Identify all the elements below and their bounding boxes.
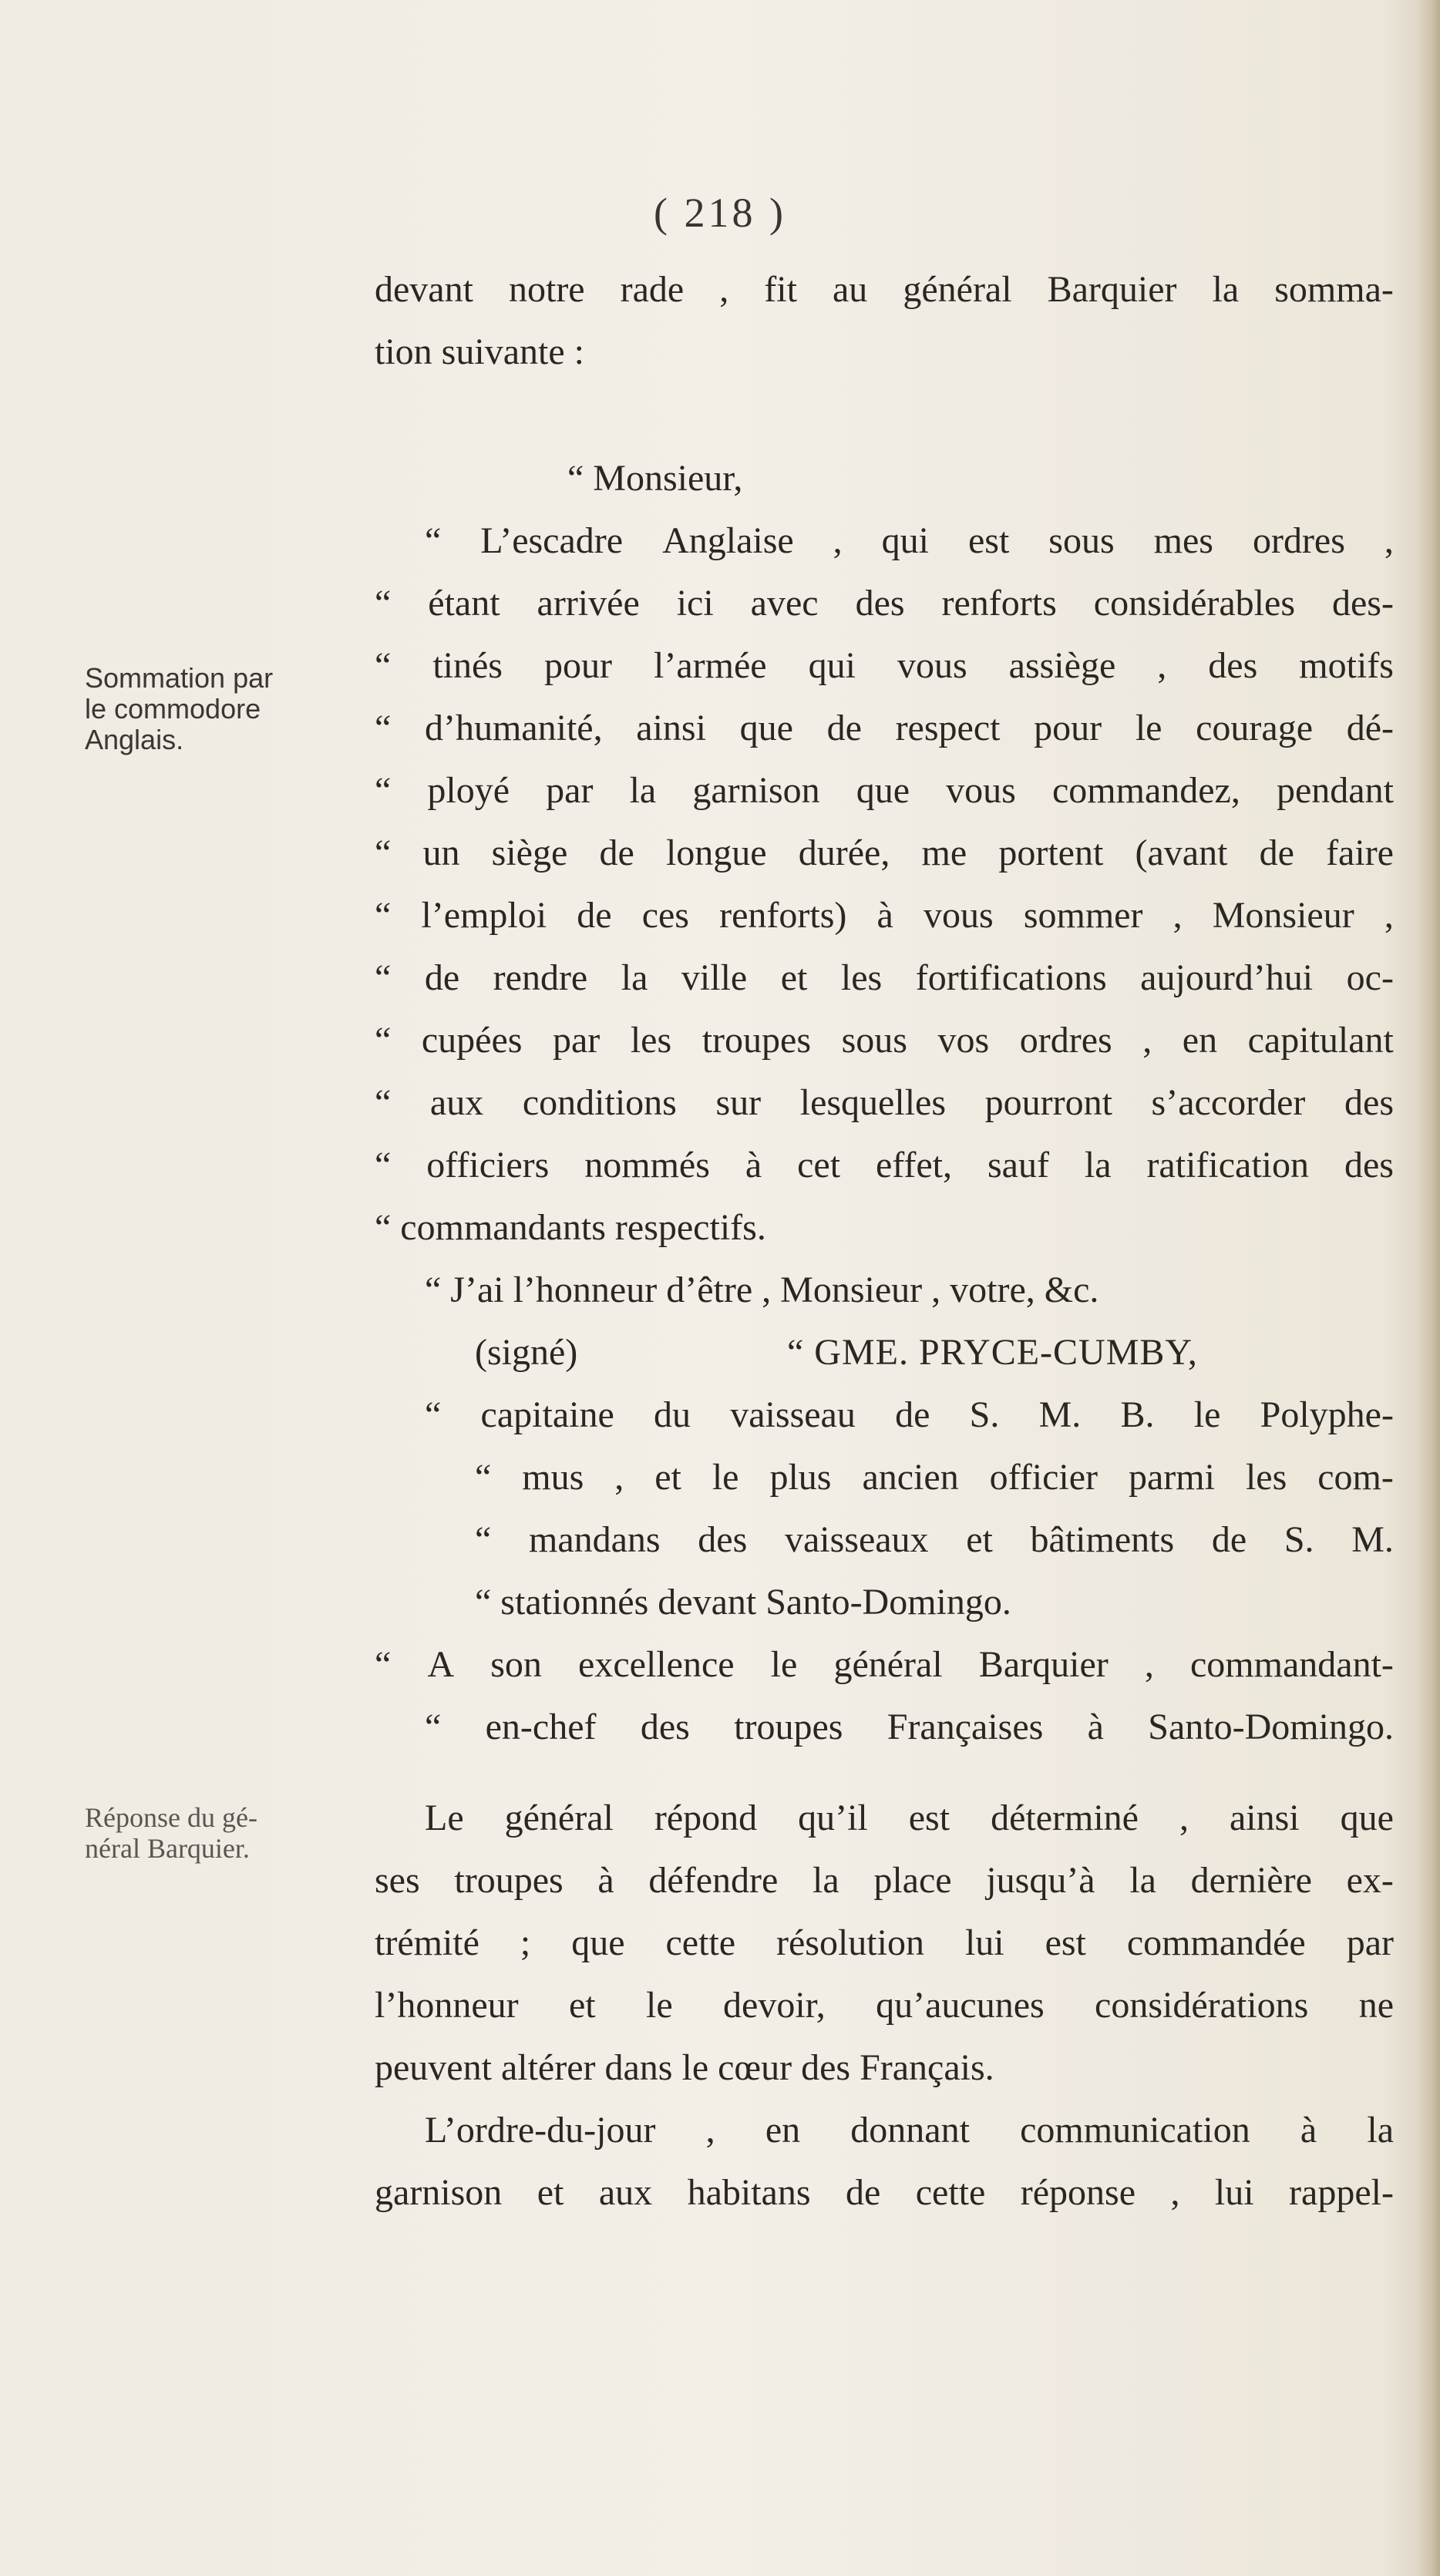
word: nommés [584,1145,710,1185]
word: le [646,1985,673,2026]
word: des- [1331,583,1394,624]
text-line [375,258,1394,321]
text-line [375,1912,1394,1974]
margin-note-sommation [85,663,339,755]
word: les [630,1020,672,1061]
word: des [1344,1145,1394,1185]
word: est [967,520,1010,561]
word: respect [895,708,1001,748]
margin-note-line: Sommation par [85,662,274,694]
word: Barquier [1047,269,1177,310]
text-line [375,1134,1394,1196]
word: Anglaise [662,520,794,561]
word: aux [598,2172,653,2213]
word: fit [764,269,797,310]
word: qu’il [798,1797,868,1838]
word: et [654,1457,681,1498]
page-number: ( 218 ) [654,190,786,236]
text-line [375,1384,1394,1446]
word: mandans [528,1519,661,1560]
word: vaisseaux [784,1519,929,1560]
word: renforts [941,583,1057,624]
word: s’accorder [1151,1082,1306,1123]
text-line: peuvent altérer dans le cœur des Français. [375,2047,994,2088]
word: longue [665,832,767,873]
word: mes [1153,520,1213,561]
word: “ [375,708,392,748]
word: le [770,1644,798,1685]
word: “ [375,1082,392,1123]
word: le [1193,1394,1221,1435]
word: Barquier [978,1644,1109,1685]
signe-label: (signé) [475,1332,578,1373]
word: des [640,1707,690,1747]
word: ex- [1346,1860,1394,1901]
word: plus [769,1457,832,1498]
word: , [1384,520,1394,561]
word: à [876,895,893,936]
page-edge [1417,0,1440,2576]
word: de [1259,832,1294,873]
word: à [597,1860,614,1901]
word: est [1045,1922,1086,1963]
word: faire [1326,832,1394,873]
word: considérables [1093,583,1295,624]
text-line [375,759,1394,822]
word: est [908,1797,950,1838]
text-line [375,822,1394,884]
word: par [546,770,594,811]
word: des [1208,645,1258,686]
text-line [375,697,1394,759]
word: Françaises [887,1707,1044,1747]
word: ratification [1146,1145,1309,1185]
word: officier [989,1457,1099,1498]
word: vos [937,1020,990,1061]
word: sous [841,1020,907,1061]
word: garnison [375,2172,503,2213]
word: de [826,708,862,748]
word: devant [375,269,473,310]
word: Le [425,1797,464,1838]
word: la [1084,1145,1112,1185]
word: rappel- [1289,2172,1394,2213]
word: garnison [692,770,820,811]
word: Monsieur [1212,895,1354,936]
word: dé- [1346,708,1394,748]
word: qui [808,645,856,686]
word: au [832,269,868,310]
word: un [422,832,460,873]
word: A [427,1644,455,1685]
word: lesquelles [799,1082,947,1123]
word: (avant [1135,832,1228,873]
word: , [1179,1797,1189,1838]
word: la [621,957,648,998]
word: pendant [1276,770,1394,811]
text-line [375,1974,1394,2036]
text-line [375,947,1394,1009]
word: réponse [1020,2172,1136,2213]
word: pour [1034,708,1102,748]
word: cette [665,1922,736,1963]
word: B. [1120,1394,1155,1435]
text-line [375,509,1394,572]
word: par [1346,1922,1394,1963]
text-line: “ stationnés devant Santo-Domingo. [475,1582,1011,1623]
word: tinés [432,645,503,686]
word: , [1173,895,1183,936]
word: me [921,832,967,873]
word: que [1340,1797,1394,1838]
word: son [490,1644,542,1685]
word: “ [425,520,442,561]
word: l’honneur [375,1985,519,2026]
word: qui [881,520,929,561]
word: fortifications [915,957,1107,998]
word: portent [998,832,1104,873]
text-line [375,2099,1394,2161]
word: ces [641,895,689,936]
text-line [375,1071,1394,1134]
word: donnant [850,2110,970,2151]
word: excellence [578,1644,735,1685]
word: commandant- [1189,1644,1394,1685]
word: capitulant [1247,1020,1394,1061]
word: lui [1214,2172,1254,2213]
word: commandez, [1051,770,1240,811]
word: ordres [1252,520,1345,561]
word: cette [915,2172,986,2213]
word: rendre [493,957,588,998]
word: de [599,832,634,873]
word: sous [1048,520,1115,561]
word: devoir, [723,1985,826,2026]
word: lui [964,1922,1004,1963]
word: le [1135,708,1162,748]
word: ordres [1019,1020,1112,1061]
word: ancien [862,1457,959,1498]
word: bâtiments [1030,1519,1175,1560]
word: rade [620,269,685,310]
word: somma- [1274,269,1394,310]
margin-note-line: Anglais. [85,724,184,755]
word: la [813,1860,839,1901]
word: à [1087,1707,1104,1747]
word: ici [676,583,714,624]
text-line: tion suivante : [375,331,584,372]
word: notre [508,269,585,310]
word: ainsi [636,708,706,748]
word: effet, [875,1145,953,1185]
word: la [1367,2110,1394,2151]
word: et [537,2172,564,2213]
word: considérations [1095,1985,1309,2026]
word: conditions [522,1082,677,1123]
word: , [1142,1020,1152,1061]
word: ses [375,1860,420,1901]
word: les [1245,1457,1287,1498]
word: cet [797,1145,841,1185]
word: , [1170,2172,1180,2213]
word: , [1144,1644,1154,1685]
word: “ [375,1145,392,1185]
word: des [1344,1082,1394,1123]
word: “ [375,770,392,811]
margin-note-line: néral Barquier. [85,1833,250,1864]
word: le [712,1457,739,1498]
text-line: “ commandants respectifs. [375,1207,766,1248]
word: communication [1020,2110,1250,2151]
word: de [424,957,460,998]
margin-note-reponse [85,1802,339,1864]
word: les [840,957,883,998]
word: et [568,1985,596,2026]
word: troupes [454,1860,564,1901]
word: Santo-Domingo. [1148,1707,1394,1747]
word: courage [1196,708,1314,748]
word: aux [429,1082,484,1123]
letter-block [375,447,1394,1758]
word: troupes [701,1020,812,1061]
word: renforts) [719,895,847,936]
word: avec [750,583,819,624]
word: général [504,1797,614,1838]
word: sur [715,1082,762,1123]
word: “ [475,1457,492,1498]
word: à [1300,2110,1317,2151]
word: M. [1038,1394,1082,1435]
word: vaisseau [730,1394,856,1435]
text-line [375,1849,1394,1912]
word: “ [475,1519,492,1560]
word: assiège [1008,645,1116,686]
word: motifs [1299,645,1394,686]
word: L’ordre-du-jour [425,2110,656,2151]
word: aujourd’hui [1140,957,1314,998]
word: , [719,269,729,310]
word: à [745,1145,762,1185]
word: de [1211,1519,1247,1560]
word: “ [425,1394,442,1435]
text-line [375,884,1394,947]
word: “ [375,957,392,998]
margin-note-line: Réponse du gé- [85,1802,257,1833]
word: de [895,1394,930,1435]
word: M. [1351,1519,1394,1560]
word: qu’aucunes [876,1985,1045,2026]
letter-salutation: “ Monsieur, [567,458,743,499]
word: déterminé [991,1797,1139,1838]
word: pourront [984,1082,1112,1123]
word: “ [425,1707,442,1747]
word: vous [897,645,967,686]
text-line [375,1508,1394,1571]
word: S. [1284,1519,1314,1560]
body-text-reponse [375,1787,1394,2224]
word: des [698,1519,748,1560]
word: que [856,770,910,811]
word: cupées [421,1020,523,1061]
word: en [765,2110,801,2151]
word: général [833,1644,943,1685]
word: l’emploi [421,895,547,936]
body-text-intro [375,258,1394,383]
word: que [571,1922,625,1963]
word: de [845,2172,881,2213]
text-line [375,1633,1394,1696]
word: com- [1317,1457,1394,1498]
text-line [375,1696,1394,1758]
word: général [903,269,1012,310]
word: “ [375,1020,392,1061]
word: en [1182,1020,1218,1061]
word: la [629,770,657,811]
word: , [705,2110,715,2151]
word: S. [969,1394,1000,1435]
text-line [375,1009,1394,1071]
word: L’escadre [480,520,624,561]
word: et [780,957,808,998]
word: “ [375,832,392,873]
word: étant [428,583,500,624]
word: des [855,583,905,624]
word: “ [375,583,392,624]
text-line [375,2161,1394,2224]
text-line: “ J’ai l’honneur d’être , Monsieur , votre, &c. [425,1270,1099,1310]
word: Polyphe- [1260,1394,1394,1435]
word: ployé [427,770,510,811]
word: ne [1358,1985,1394,2026]
word: capitaine [480,1394,614,1435]
signature-name: “ GME. PRYCE-CUMBY, [787,1332,1198,1373]
word: troupes [734,1707,843,1747]
word: d’humanité, [424,708,603,748]
word: siège [491,832,568,873]
word: jusqu’à [986,1860,1095,1901]
word: oc- [1346,957,1394,998]
word: ; [520,1922,531,1963]
margin-note-line: le commodore [85,693,261,725]
text-line [375,1787,1394,1849]
word: mus [522,1457,584,1498]
word: parmi [1129,1457,1215,1498]
word: par [553,1020,601,1061]
word: durée, [798,832,890,873]
word: trémité [375,1922,479,1963]
word: “ [375,1644,392,1685]
word: en-chef [485,1707,597,1747]
word: pour [544,645,612,686]
word: défendre [648,1860,779,1901]
word: commandée [1126,1922,1306,1963]
word: et [966,1519,993,1560]
word: répond [654,1797,758,1838]
word: habitans [687,2172,811,2213]
word: sommer [1023,895,1143,936]
word: la [1129,1860,1156,1901]
word: officiers [426,1145,550,1185]
word: arrivée [537,583,640,624]
word: sauf [987,1145,1049,1185]
text-line [375,1446,1394,1508]
word: de [577,895,612,936]
text-line [375,572,1394,634]
word: que [739,708,793,748]
word: “ [375,895,392,936]
word: vous [923,895,994,936]
word: , [614,1457,624,1498]
word: vous [946,770,1016,811]
word: résolution [776,1922,924,1963]
word: dernière [1190,1860,1312,1901]
word: place [873,1860,952,1901]
word: du [654,1394,691,1435]
signature-line [375,1321,1394,1384]
word: ainsi [1229,1797,1300,1838]
word: l’armée [654,645,767,686]
word: “ [375,645,392,686]
text-line [375,634,1394,697]
word: , [833,520,843,561]
word: ville [681,957,748,998]
word: , [1157,645,1167,686]
word: la [1212,269,1240,310]
word: , [1384,895,1394,936]
